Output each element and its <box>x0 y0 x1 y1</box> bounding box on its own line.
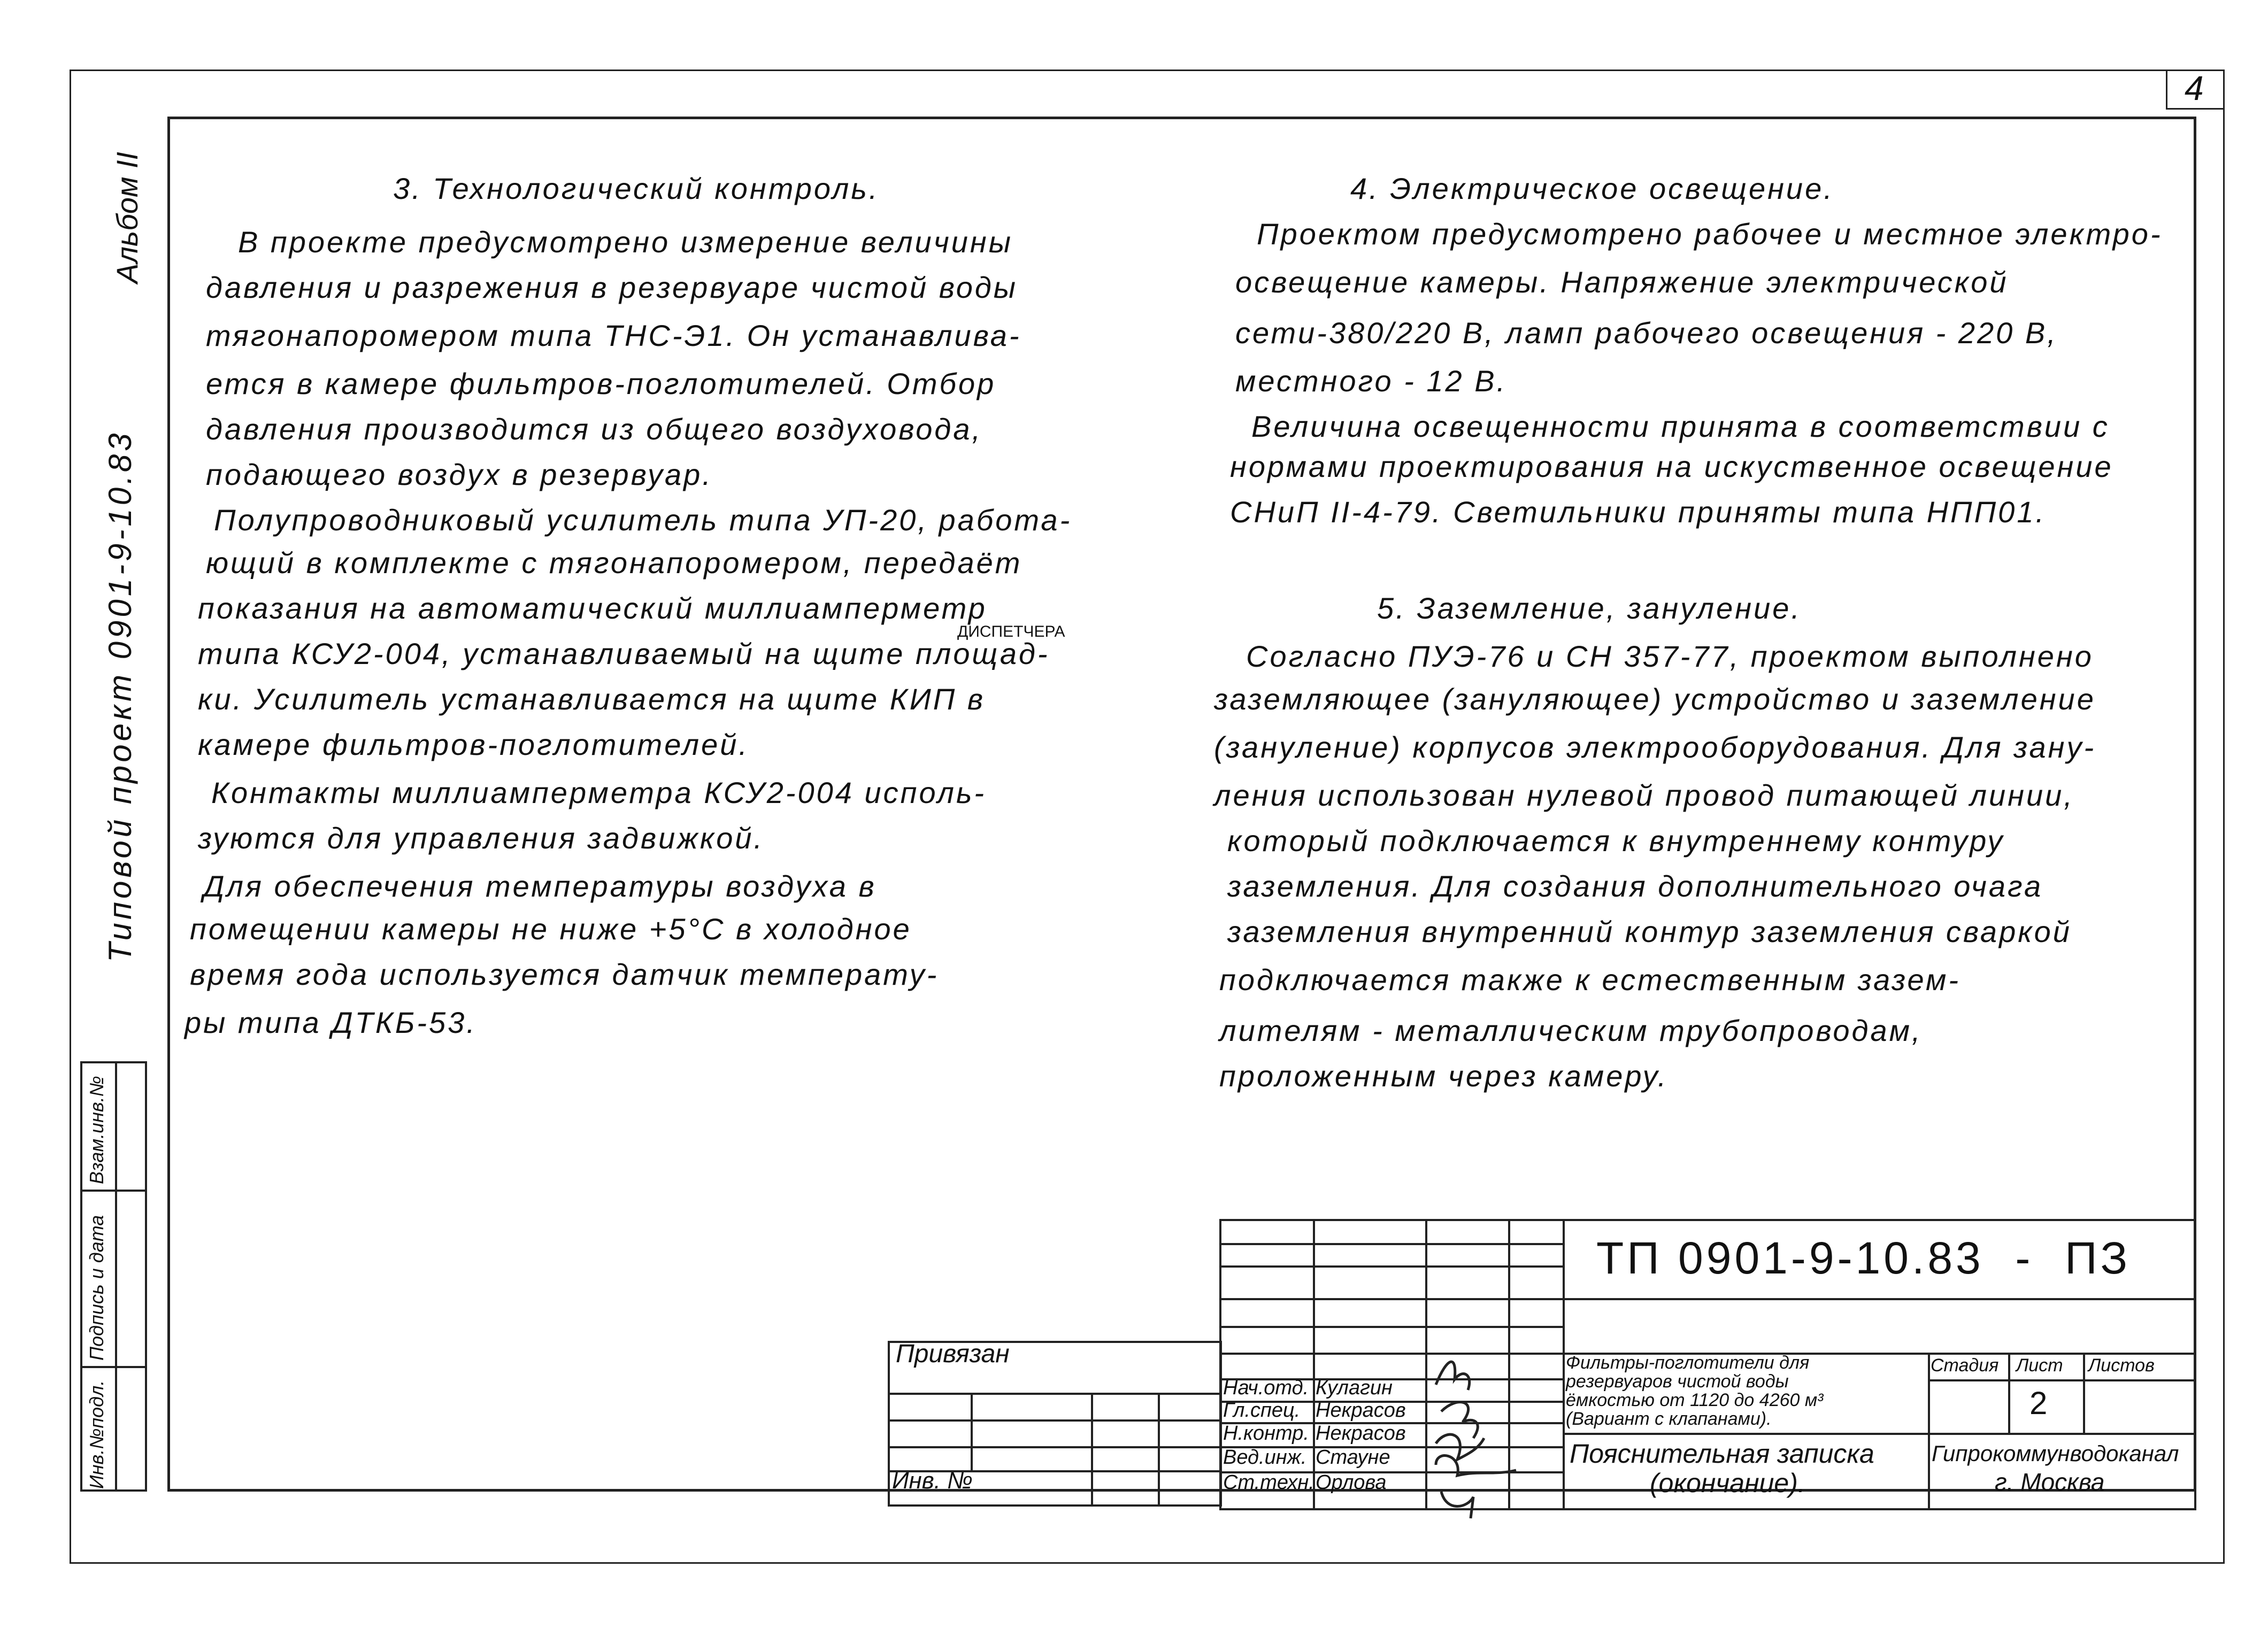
page-number: 4 <box>2185 69 2204 107</box>
organization: г. Москва <box>1995 1468 2105 1496</box>
text-line: типа КСУ2-004, устанавливаемый на щите площад- <box>198 637 1050 670</box>
divider <box>1091 1393 1093 1507</box>
handwritten-signatures <box>1425 1353 1532 1524</box>
superscript-note: ДИСПЕТЧЕРА <box>957 623 1065 640</box>
divider <box>1219 1265 1563 1268</box>
divider <box>80 1366 147 1368</box>
role: Гл.спец. <box>1223 1399 1301 1422</box>
text-line: ется в камере фильтров-поглотителей. Отбор <box>206 367 996 400</box>
name: Орлова <box>1316 1471 1387 1494</box>
text-line: Полупроводниковый усилитель типа УП-20, работа- <box>214 503 1072 537</box>
inv-no-label: Инв. № <box>892 1468 973 1494</box>
stamp-cell-label: Взам.инв.№ <box>86 1076 107 1184</box>
text-line: ры типа ДТКБ-53. <box>184 1006 477 1039</box>
role: Нач.отд. <box>1223 1377 1309 1399</box>
document-code: ТП 0901-9-10.83 - ПЗ <box>1596 1233 2131 1283</box>
name: Некрасов <box>1316 1422 1406 1445</box>
stamp-cell-label: Подпись и дата <box>86 1215 107 1361</box>
text-line: местного - 12 В. <box>1235 364 1508 398</box>
divider <box>1313 1219 1315 1510</box>
text-line: Проектом предусмотрено рабочее и местное электро- <box>1257 217 2163 251</box>
text-line: помещении камеры не ниже +5°С в холодное <box>190 912 912 946</box>
text-line: сети-380/220 В, ламп рабочего освещения - 220 В, <box>1235 316 2058 350</box>
section-3-title: 3. Технологический контроль. <box>393 172 880 205</box>
text-line: который подключается к внутреннему контуру <box>1227 824 2005 858</box>
text-line: ющий в комплекте с тягонапоромером, передаёт <box>206 546 1022 580</box>
divider <box>1928 1379 2196 1381</box>
divider <box>1928 1353 1930 1510</box>
text-line: подающего воздух в резервуар. <box>206 458 713 491</box>
text-line: Величина освещенности принята в соответствии с <box>1251 410 2110 443</box>
divider <box>971 1393 973 1470</box>
text-line: давления производится из общего воздуховода, <box>206 412 983 446</box>
stage-label: Стадия <box>1931 1355 1999 1376</box>
description-line: ёмкостью от 1120 до 4260 м³ <box>1566 1390 1824 1410</box>
privyazan-label: Привязан <box>896 1340 1010 1368</box>
divider <box>1219 1326 1563 1328</box>
text-line: тягонапоромером типа ТНС-Э1. Он устанавлива- <box>206 319 1021 352</box>
text-line: СНиП II-4-79. Светильники приняты типа НПП01. <box>1230 495 2047 529</box>
project-label: Типовой проект 0901-9-10.83 <box>102 430 138 962</box>
text-line: Согласно ПУЭ-76 и СН 357-77, проектом выполнено <box>1246 639 2094 673</box>
text-line: показания на автоматический миллиамперметр <box>198 591 987 625</box>
role: Вед.инж. <box>1223 1446 1307 1469</box>
sheet-label: Лист <box>2016 1355 2063 1376</box>
name: Некрасов <box>1316 1399 1406 1422</box>
text-line: Для обеспечения температуры воздуха в <box>203 869 877 903</box>
text-line: (зануление) корпусов электрооборудования. Для зану- <box>1214 730 2096 764</box>
name: Кулагин <box>1316 1377 1393 1399</box>
section-5-title: 5. Заземление, зануление. <box>1377 591 1802 625</box>
text-line: заземления. Для создания дополнительного очага <box>1227 869 2043 903</box>
divider <box>1563 1219 1565 1510</box>
text-line: лителям - металлическим трубопроводам, <box>1219 1014 1923 1047</box>
text-line: зуются для управления задвижкой. <box>198 821 765 855</box>
document-name: Пояснительная записка <box>1570 1439 1874 1469</box>
divider <box>1219 1243 1563 1245</box>
section-4-title: 4. Электрическое освещение. <box>1350 172 1834 205</box>
text-line: ки. Усилитель устанавливается на щите КИП в <box>198 682 986 716</box>
album-label: Альбом II <box>110 151 144 283</box>
description-line: Фильтры-поглотители для <box>1566 1353 1810 1373</box>
text-line: В проекте предусмотрено измерение величины <box>238 225 1013 259</box>
divider <box>1158 1393 1160 1507</box>
text-line: Контакты миллиамперметра КСУ2-004 исполь- <box>211 776 987 809</box>
divider <box>2083 1353 2085 1433</box>
document-name: (окончание). <box>1650 1468 1805 1498</box>
role: Ст.техн. <box>1223 1471 1314 1494</box>
divider <box>888 1446 1222 1448</box>
sheet-value: 2 <box>2029 1385 2048 1421</box>
organization: Гипрокоммунводоканал <box>1932 1441 2179 1466</box>
text-line: освещение камеры. Напряжение электрической <box>1235 265 2009 299</box>
divider <box>1563 1433 2196 1435</box>
text-line: нормами проектирования на искуственное освещение <box>1230 450 2113 483</box>
text-line: проложенным через камеру. <box>1219 1059 1669 1093</box>
text-line: ления использован нулевой провод питающей линии, <box>1214 778 2074 812</box>
description-line: (Вариант с клапанами). <box>1566 1409 1772 1429</box>
text-line: заземления внутренний контур заземления сваркой <box>1227 915 2072 948</box>
text-line: заземляющее (зануляющее) устройство и заземление <box>1214 682 2096 716</box>
name: Стауне <box>1316 1446 1390 1469</box>
divider <box>1219 1298 2196 1300</box>
role: Н.контр. <box>1223 1422 1309 1445</box>
description-line: резервуаров чистой воды <box>1566 1371 1789 1392</box>
text-line: подключается также к естественным зазем- <box>1219 963 1961 997</box>
text-line: давления и разрежения в резервуаре чистой воды <box>206 271 1018 304</box>
divider <box>888 1393 1222 1395</box>
divider <box>2008 1353 2010 1433</box>
text-line: камере фильтров-поглотителей. <box>198 728 749 761</box>
text-line: время года используется датчик температу- <box>190 958 939 991</box>
sheets-label: Листов <box>2088 1355 2155 1376</box>
divider <box>888 1419 1222 1422</box>
stamp-cell-label: Инв.№подл. <box>86 1380 107 1489</box>
divider <box>80 1190 147 1192</box>
divider <box>115 1061 117 1492</box>
